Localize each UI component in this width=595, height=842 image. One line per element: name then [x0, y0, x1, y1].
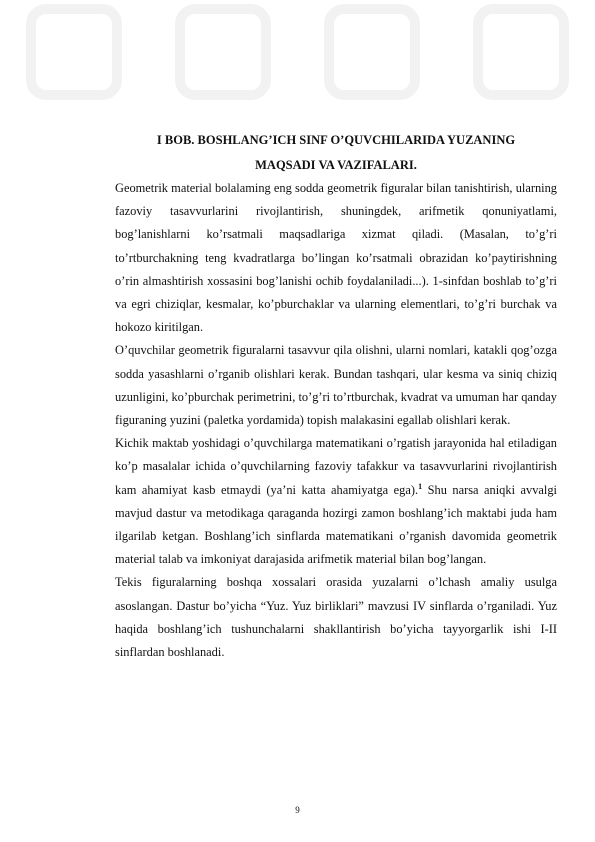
- paragraph-1: [115, 177, 557, 339]
- paragraph-text: Kichik maktab yoshidagi o’quvchilarga matematikani o’rgatish jarayonida hal etiladigan ko’p masalalar ichida o’quvchilarning fazoviy tafakkur va tasavvurlarini rivojlantirish kam ahamiyat kasb etmaydi (ya’ni katta ahamiyatga ega).: [115, 436, 557, 497]
- paragraph-text: Tekis figuralarning boshqa xossalari orasida yuzalarni o’lchash amaliy usulga asoslangan. Dastur bo’yicha “Yuz. Yuz birliklari” mavzusi IV sinflarda o’rganiladi. Yuz haqida boshlang’ich tushunchalarni shakllantirish bo’yicha tayyorgarlik ishi I-II sinflardan boshlanadi.: [115, 575, 557, 660]
- footnote-marker[interactable]: 1: [418, 481, 423, 491]
- watermark-row-top: [0, 4, 595, 100]
- watermark-logo: [26, 4, 122, 100]
- watermark-logo: [324, 4, 420, 100]
- watermark-logo: [175, 4, 271, 100]
- chapter-heading: [115, 128, 557, 177]
- paragraph-3: [115, 432, 557, 571]
- paragraph-2: [115, 339, 557, 432]
- heading-line-2: MAQSADI VA VAZIFALARI.: [255, 157, 417, 172]
- page-number: 9: [295, 805, 300, 815]
- paragraph-text: O’quvchilar geometrik figuralarni tasavvur qila olishni, ularni nomlari, katakli qog’ozga sodda yasashlarni o’rganib olishlari kerak. Bundan tashqari, ular kesma va siniq chiziq uzunligini, ko’pburchak perimetrini, to’g’ri to’rtburchak, kvadrat va umuman har qanday figuraning yuzini (paletka yordamida) topish malakasini egallab olishlari kerak.: [115, 343, 557, 428]
- paragraph-text: Shu narsa aniqki avvalgi mavjud dastur va metodikaga qaraganda hozirgi zamon boshlang’ich maktabi juda ham ilgarilab ketgan. Boshlang’ich sinflarda matematikani o’rganish davomida geometrik material talab va imkoniyat darajasida arifmetik material bilan bog’langan.: [115, 482, 557, 567]
- heading-line-1: I BOB. BOSHLANG’ICH SINF O’QUVCHILARIDA YUZANING: [156, 133, 516, 147]
- watermark-logo: [473, 4, 569, 100]
- page-content: [115, 128, 557, 664]
- paragraph-4: [115, 571, 557, 664]
- paragraph-text: Geometrik material bolalaming eng sodda geometrik figuralar bilan tanishtirish, ularning fazoviy tasavvurlarini rivojlantirish, shuningdek, arifmetik qonuniyatlami, bog’lanishlarni ko’rsatmali maqsadlariga xizmat qiladi. (Masalan, to’g’ri to’rtburchakning teng kvadratlarga bo’lingan ko’rsatmali obrazidan ko’paytirishning o’rin almashtirish xossasini bog’lanishi ochib foydalaniladi...). 1-sinfdan boshlab to’g’ri va egri chiziqlar, kesmalar, ko’pburchaklar va ularning elementlari, to’g’ri burchak va hokozo kiritilgan.: [115, 181, 557, 335]
